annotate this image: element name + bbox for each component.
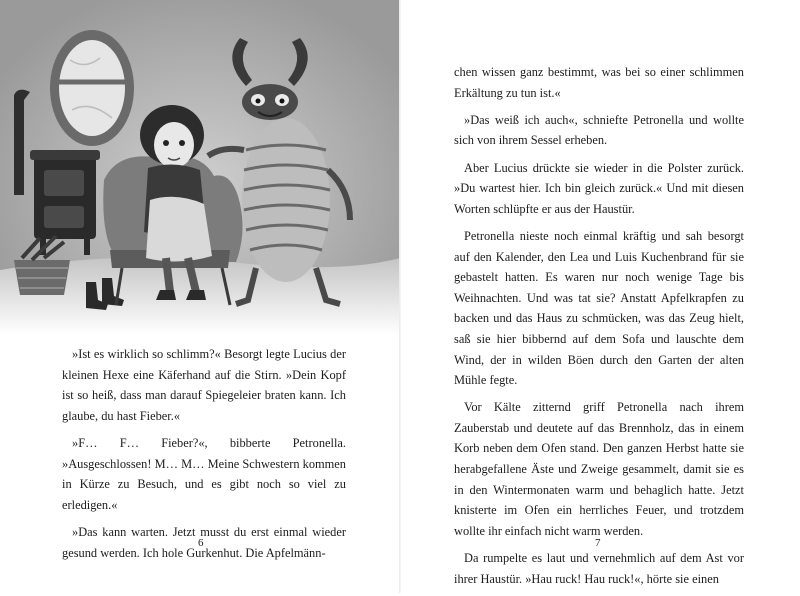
left-page (0, 0, 400, 593)
right-page (400, 0, 800, 593)
round-window (50, 30, 134, 146)
paragraph: Da rumpelte es laut und vernehmlich auf dem Ast vor ihrer Haustür. »Hau ruck! Hau ruck!«, hörte sie einen (454, 551, 744, 586)
illustration-witch-and-beetle (0, 0, 400, 335)
paragraph: Petronella nieste noch einmal kräftig und sah besorgt auf den Kalender, den Lea und Luis Kuchenbrand für sie gebastelt hatten. Es waren nur noch wenige Tage bis Weihnachten. Und was tat sie? Anstatt Apfelkrapfen zu backen und das Haus zu schmücken, was das Zeug hielt, saß sie hier bibbernd auf dem Sofa und lauschte dem Wind, der in wilden Böen durch den Garten der alten Mühle fegte. (454, 228, 744, 388)
right-page-body (454, 62, 744, 596)
paragraph: Aber Lucius drückte sie wieder in die Polster zurück. »Du wartest hier. Ich bin gleich zurück.« Und mit diesen Worten schlüpfte er aus der Haustür. (454, 160, 744, 216)
paragraph: »F… F… Fieber?«, bibberte Petronella. »Ausgeschlossen! M… M… Meine Schwestern kommen in Kürze zu Besuch, und es gibt noch so viel zu erledigen.« (62, 435, 346, 512)
paragraph: Vor Kälte zitternd griff Petronella nach ihrem Zauberstab und deutete auf das Brennholz, das in einem Korb neben dem Ofen stand. Den ganzen Herbst hatte sie herabgefallene Äste und Zweige gesammelt, damit sie es in den Wintermonaten warm und behaglich hatte. Jetzt knisterte im Ofen ein herrliches Feuer, und trotzdem wollte ihr einfach nicht warm werden. (454, 400, 744, 538)
page-number-right: 7 (595, 537, 601, 549)
paragraph: »Das weiß ich auch«, schniefte Petronella und wollte sich von ihrem Sessel erheben. (454, 112, 744, 148)
paragraph: »Ist es wirklich so schlimm?« Besorgt legte Lucius der kleinen Hexe eine Käferhand auf die Stirn. »Dein Kopf ist so heiß, dass man darauf Spiegeleier braten kann. Ich glaube, du hast Fieber.« (62, 347, 346, 423)
left-page-body (62, 344, 346, 570)
page-number-left: 6 (198, 537, 204, 549)
paragraph: chen wissen ganz bestimmt, was bei so einer schlimmen Erkältung zu tun ist.« (454, 65, 744, 100)
paragraph: »Das kann warten. Jetzt musst du erst einmal wieder gesund werden. Ich hole Gurkenhut. Die Apfelmänn- (62, 524, 346, 560)
